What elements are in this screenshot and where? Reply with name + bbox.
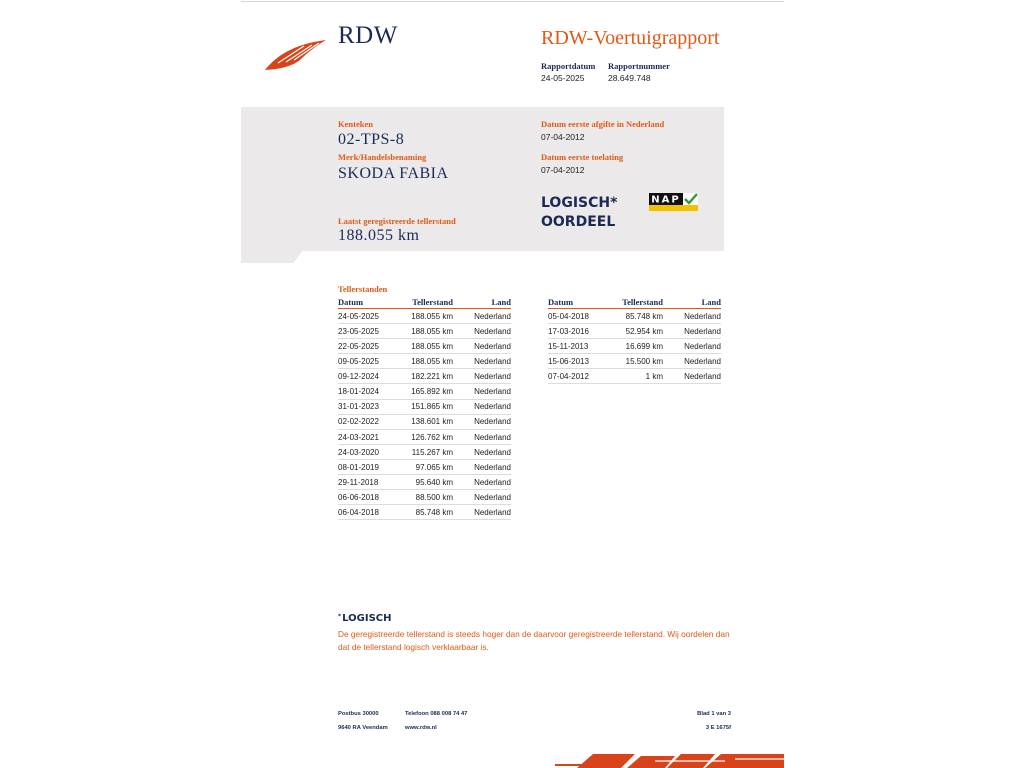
reading-date: 24-05-2025 — [338, 311, 379, 321]
reading-country: Nederland — [474, 372, 511, 382]
table-row — [338, 339, 511, 354]
table-row — [338, 415, 511, 430]
reading-date: 05-04-2018 — [548, 311, 589, 321]
rdw-logo-icon — [264, 36, 330, 72]
reading-date: 24-03-2020 — [338, 447, 379, 457]
reading-country: Nederland — [474, 417, 511, 427]
reading-date: 18-01-2024 — [338, 387, 379, 397]
readings-table-right — [548, 297, 721, 384]
reading-country: Nederland — [474, 311, 511, 321]
reading-value: 188.055 km — [411, 341, 453, 351]
col-reading: Tellerstand — [622, 297, 663, 307]
footer-postbus: Postbus 30000 — [338, 711, 379, 717]
reading-date: 29-11-2018 — [338, 477, 379, 487]
footer-web[interactable]: www.rdw.nl — [405, 725, 437, 731]
first-admission-label: Datum eerste toelating — [541, 152, 624, 162]
reading-country: Nederland — [474, 508, 511, 518]
table-row — [338, 324, 511, 339]
reading-date: 22-05-2025 — [338, 341, 379, 351]
table-row — [548, 309, 721, 324]
footer-page: Blad 1 van 3 — [697, 711, 731, 717]
footnote-mark: * — [338, 613, 342, 620]
reading-country: Nederland — [474, 341, 511, 351]
reading-country: Nederland — [684, 326, 721, 336]
reading-date: 17-03-2016 — [548, 326, 589, 336]
reading-date: 15-11-2013 — [548, 341, 589, 351]
nap-logo-icon — [649, 193, 698, 211]
reading-value: 1 km — [645, 372, 663, 382]
table-row — [338, 445, 511, 460]
reading-value: 85.748 km — [415, 508, 453, 518]
reading-value: 95.640 km — [415, 477, 453, 487]
reading-date: 07-04-2012 — [548, 372, 589, 382]
table-row — [338, 430, 511, 445]
footer-phone: Telefoon 088 008 74 47 — [405, 711, 468, 717]
footnote-title — [338, 613, 392, 624]
reading-date: 15-06-2013 — [548, 357, 589, 367]
reading-date: 23-05-2025 — [338, 326, 379, 336]
reading-value: 115.267 km — [411, 447, 453, 457]
reading-value: 97.065 km — [415, 462, 453, 472]
reading-value: 188.055 km — [411, 311, 453, 321]
readings-table-left — [338, 297, 511, 520]
footer-stripes-icon — [555, 752, 784, 768]
reading-value: 165.892 km — [411, 387, 453, 397]
report-date: 24-05-2025 — [541, 73, 585, 83]
reading-country: Nederland — [684, 357, 721, 367]
table-row — [548, 339, 721, 354]
summary-panel-tab — [241, 250, 303, 263]
table-row — [338, 369, 511, 384]
reading-country: Nederland — [474, 402, 511, 412]
reading-country: Nederland — [474, 492, 511, 502]
report-number-label: Rapportnummer — [608, 61, 670, 71]
report-number: 28.649.748 — [608, 73, 651, 83]
col-reading: Tellerstand — [412, 297, 453, 307]
col-country: Land — [701, 297, 721, 307]
table-row — [338, 309, 511, 324]
nap-text: NAP — [651, 194, 681, 206]
table-row — [338, 475, 511, 490]
verdict — [541, 194, 617, 232]
col-date: Datum — [548, 297, 574, 307]
reading-date: 08-01-2019 — [338, 462, 379, 472]
reading-value: 151.865 km — [411, 402, 453, 412]
reading-value: 188.055 km — [411, 357, 453, 367]
table-row — [338, 460, 511, 475]
plate-label: Kenteken — [338, 119, 373, 129]
top-divider — [241, 1, 784, 2]
col-date: Datum — [338, 297, 364, 307]
reading-date: 24-03-2021 — [338, 432, 379, 442]
plate-value: 02-TPS-8 — [338, 131, 405, 148]
footnote-title-text: LOGISCH — [342, 613, 392, 624]
reading-country: Nederland — [474, 432, 511, 442]
reading-country: Nederland — [474, 477, 511, 487]
reading-value: 182.221 km — [411, 372, 453, 382]
reading-date: 06-06-2018 — [338, 492, 379, 502]
verdict-line2: OORDEEL — [541, 214, 616, 230]
reading-value: 126.762 km — [411, 432, 453, 442]
reading-date: 09-12-2024 — [338, 372, 379, 382]
footnote-text: De geregistreerde tellerstand is steeds hoger dan de daarvoor geregistreerde tellerstand. Wij oordelen dan dat de tellerstand logisch verklaarbaar is. — [338, 629, 730, 652]
col-country: Land — [491, 297, 511, 307]
reading-date: 09-05-2025 — [338, 357, 379, 367]
first-issue-value: 07-04-2012 — [541, 132, 585, 142]
reading-date: 31-01-2023 — [338, 402, 379, 412]
table-row — [338, 400, 511, 415]
reading-value: 85.748 km — [625, 311, 663, 321]
brand-name: RDW — [338, 22, 398, 49]
reading-country: Nederland — [474, 357, 511, 367]
footer-postcode: 9640 RA Veendam — [338, 725, 388, 731]
reading-value: 16.699 km — [625, 341, 663, 351]
reading-date: 06-04-2018 — [338, 508, 379, 518]
reading-country: Nederland — [474, 387, 511, 397]
table-row — [338, 505, 511, 520]
table-row — [338, 384, 511, 399]
reading-value: 138.601 km — [411, 417, 453, 427]
first-admission-value: 07-04-2012 — [541, 165, 585, 175]
reading-value: 88.500 km — [415, 492, 453, 502]
readings-title: Tellerstanden — [338, 284, 388, 294]
reading-value: 188.055 km — [411, 326, 453, 336]
verdict-line1: LOGISCH* — [541, 195, 618, 211]
table-row — [338, 354, 511, 369]
reading-country: Nederland — [684, 372, 721, 382]
reading-value: 52.954 km — [625, 326, 663, 336]
reading-country: Nederland — [684, 341, 721, 351]
reading-country: Nederland — [684, 311, 721, 321]
first-issue-label: Datum eerste afgifte in Nederland — [541, 119, 665, 129]
footer-code: 3 E 1675f — [705, 725, 731, 731]
make-value: SKODA FABIA — [338, 165, 449, 182]
table-row — [548, 369, 721, 384]
table-row — [548, 324, 721, 339]
last-reading-value: 188.055 km — [338, 227, 420, 244]
report-date-label: Rapportdatum — [541, 61, 596, 71]
table-row — [548, 354, 721, 369]
make-label: Merk/Handelsbenaming — [338, 152, 427, 162]
table-row — [338, 490, 511, 505]
report-title: RDW-Voertuigrapport — [541, 27, 720, 49]
reading-value: 15.500 km — [625, 357, 663, 367]
table-header — [338, 297, 511, 309]
reading-country: Nederland — [474, 462, 511, 472]
reading-country: Nederland — [474, 326, 511, 336]
last-reading-label: Laatst geregistreerde tellerstand — [338, 216, 456, 226]
table-header — [548, 297, 721, 309]
reading-country: Nederland — [474, 447, 511, 457]
reading-date: 02-02-2022 — [338, 417, 379, 427]
